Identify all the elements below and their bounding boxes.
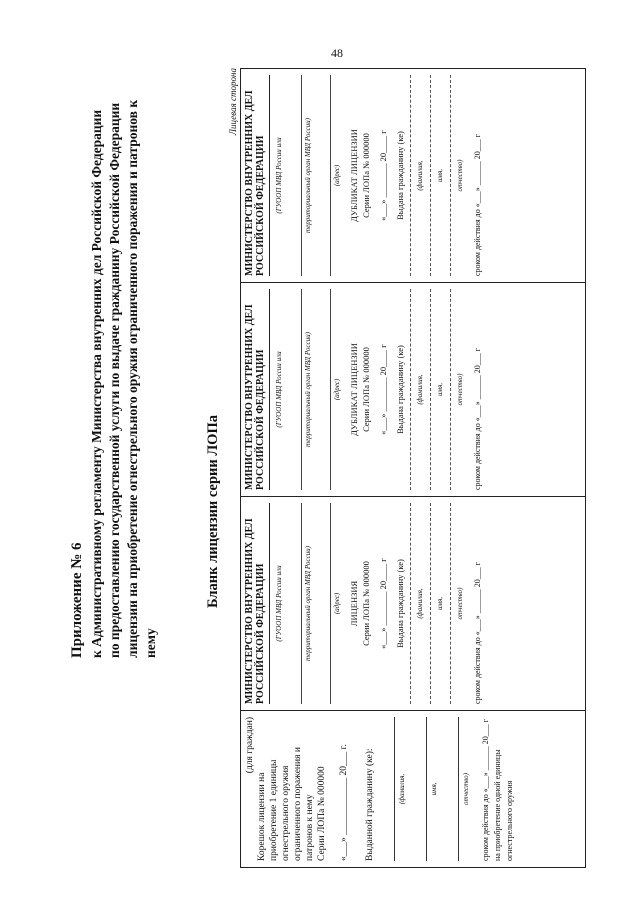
form-3-name: имя, — [436, 169, 444, 182]
stub-date: «___» ____________ 20___ г. — [339, 744, 349, 861]
form-1-surname: (фамилия, — [416, 588, 424, 619]
form-2-line — [289, 289, 302, 490]
form-1-name-line — [430, 503, 431, 704]
form-2-address: (адрес) — [333, 378, 341, 401]
form-3-series: Серии ЛОПа № 000000 — [361, 133, 371, 218]
form-2-name: имя, — [436, 383, 444, 396]
form-2-patronymic: отчество) — [456, 373, 464, 406]
form-1-date: «___» ________ 20____ г — [378, 558, 388, 649]
form-3-guoop: (ГУООП МВД России или — [275, 137, 283, 214]
form-1-surname-line — [410, 503, 411, 704]
form-1-patronymic-line — [450, 503, 451, 704]
form-2-territorial: территориальный орган МВД России) — [304, 332, 312, 447]
rotated-page-content — [60, 68, 620, 868]
stub-patronymic-line — [442, 717, 459, 861]
form-1-guoop: (ГУООП МВД России или — [275, 565, 283, 642]
form-1-address-line — [318, 503, 331, 704]
form-1-validity: сроком действия до «___» ______ 20___ г — [473, 562, 482, 704]
stub-patronymic-caption: отчество) — [462, 773, 470, 805]
form-3-doc: ДУБЛИКАТ ЛИЦЕНЗИИ — [349, 129, 359, 222]
form-2-ministry: МИНИСТЕРСТВО ВНУТРЕННИХ ДЕЛ РОССИЙСКОЙ ФЕДЕРАЦИИ — [244, 289, 270, 490]
form-3-issued-to: Выдана гражданину (ке) — [395, 131, 405, 220]
form-2-date: «___» ________ 20____ г — [378, 344, 388, 435]
form-1-territorial: территориальный орган МВД России) — [304, 546, 312, 661]
form-2-issued-to: Выдана гражданину (ке) — [395, 345, 405, 434]
stub-purchased: на приобретение одной единицы огнестрельного оружия — [493, 749, 514, 861]
form-2-doc: ДУБЛИКАТ ЛИЦЕНЗИИ — [349, 343, 359, 436]
form-3-address: (адрес) — [333, 164, 341, 187]
form-3-territorial: территориальный орган МВД России) — [304, 118, 312, 233]
form-1-name: имя, — [436, 597, 444, 610]
form-2-surname: (фамилия, — [416, 374, 424, 405]
form-3-address-line — [318, 75, 331, 276]
stub-name-line — [410, 717, 427, 861]
appendix-block — [68, 98, 160, 658]
form-1-address: (адрес) — [333, 592, 341, 615]
form-1-line — [289, 503, 302, 704]
form-3-name-line — [430, 75, 431, 276]
blank-title: Бланк лицензии серии ЛОПа — [205, 415, 221, 608]
stub-surname-caption: (фамилия, — [398, 773, 406, 805]
form-3-surname: (фамилия, — [416, 160, 424, 191]
stub-surname-line — [378, 717, 395, 861]
license-stub — [241, 710, 585, 867]
stub-issued-to: Выданной гражданину (ке): — [365, 748, 375, 861]
page-number: 48 — [331, 46, 343, 60]
form-1-doc: ЛИЦЕНЗИЯ — [349, 580, 359, 627]
stub-validity: сроком действия до «___» ______ 20___ г — [481, 719, 490, 861]
form-2-guoop: (ГУООП МВД России или — [275, 351, 283, 428]
form-2-series: Серии ЛОПа № 000000 — [361, 347, 371, 432]
form-3-date: «___» ________ 20____ г — [378, 130, 388, 221]
form-1-ministry: МИНИСТЕРСТВО ВНУТРЕННИХ ДЕЛ РОССИЙСКОЙ ФЕДЕРАЦИИ — [244, 503, 270, 704]
form-3-line — [289, 75, 302, 276]
appendix-title: Приложение № 6 — [69, 542, 85, 658]
form-2-address-line — [318, 289, 331, 490]
license-forms-table — [240, 68, 586, 868]
license-form-3 — [241, 69, 585, 282]
stub-name-caption: имя, — [430, 782, 438, 796]
license-form-2 — [241, 282, 585, 496]
form-2-validity: сроком действия до «___» ______ 20___ г — [473, 348, 482, 490]
form-1-patronymic: отчество) — [456, 587, 464, 620]
form-1-series: Серии ЛОПа № 000000 — [361, 561, 371, 646]
form-3-patronymic: отчество) — [456, 159, 464, 192]
appendix-body: к Административному регламенту Министерства внутренних дел Российской Федерации по предоставлению государственной услуги по выдаче гражданину Российской Федерации лицензии на приобретение огнестрельного оружия ограниченного поражения и патронов к нему — [89, 99, 158, 658]
form-2-name-line — [430, 289, 431, 490]
license-form-1 — [241, 496, 585, 710]
form-1-issued-to: Выдана гражданину (ке) — [395, 559, 405, 648]
form-2-patronymic-line — [450, 289, 451, 490]
stub-for-citizen: (для граждан) — [245, 717, 255, 774]
form-3-validity: сроком действия до «___» ______ 20___ г — [473, 134, 482, 276]
face-side-label: Лицевая сторона — [228, 68, 238, 136]
stub-heading: Корешок лицензии на приобретение 1 единицы огнестрельного оружия ограниченного поражения и патронов к нему — [257, 747, 315, 861]
stub-series: Серии ЛОПа № 000000 — [317, 766, 327, 861]
form-2-surname-line — [410, 289, 411, 490]
form-3-ministry: МИНИСТЕРСТВО ВНУТРЕННИХ ДЕЛ РОССИЙСКОЙ ФЕДЕРАЦИИ — [244, 75, 270, 276]
form-3-patronymic-line — [450, 75, 451, 276]
form-3-surname-line — [410, 75, 411, 276]
